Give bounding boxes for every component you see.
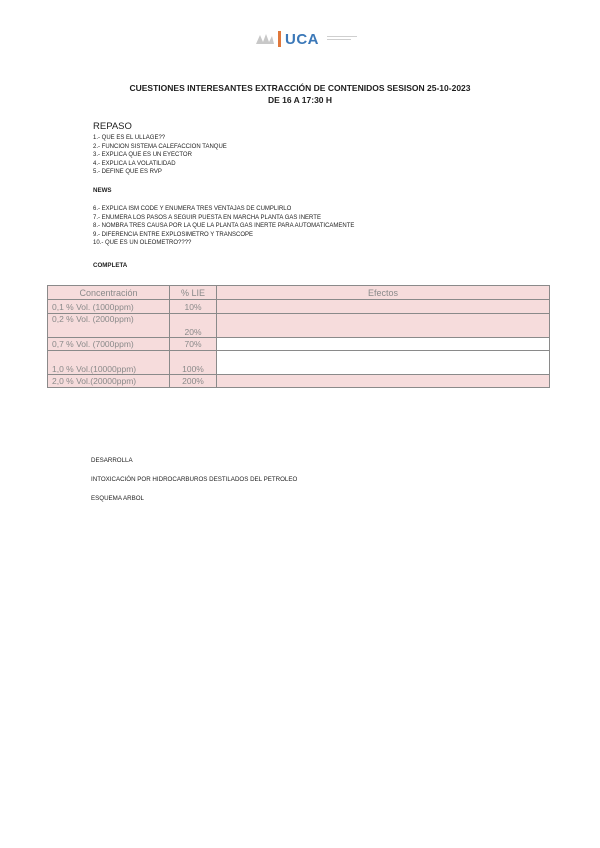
table-row: [48, 300, 550, 314]
question-item: 7.- ENUMERA LOS PASOS A SEGUIR PUESTA EN MARCHA PLANTA GAS INERTE: [93, 214, 321, 221]
document-subtitle: DE 16 A 17:30 H: [267, 95, 333, 105]
table-row: [48, 314, 550, 338]
lie-cell: 70%: [170, 338, 217, 351]
efectos-cell[interactable]: [217, 314, 550, 338]
logo-text: UCA: [285, 30, 319, 48]
question-item: 4.- EXPLICA LA VOLATILIDAD: [93, 160, 176, 167]
document-title: CUESTIONES INTERESANTES EXTRACCIÓN DE CONTENIDOS SESISON 25-10-2023: [129, 83, 471, 93]
question-item: 6.- EXPLICA ISM CODE Y ENUMERA TRES VENTAJAS DE CUMPLIRLO: [93, 206, 292, 212]
logo-subtext-decoration: [327, 35, 361, 44]
efectos-cell[interactable]: [217, 338, 550, 351]
desarrolla-line: INTOXICACIÓN POR HIDROCARBUROS DESTILADOS DEL PETROLEO: [91, 476, 298, 483]
header-concentracion: Concentración: [48, 286, 170, 300]
uca-logo: [254, 30, 361, 48]
lie-cell: 20%: [170, 314, 217, 338]
table-header-row: [48, 286, 550, 300]
desarrolla-heading: DESARROLLA: [91, 457, 133, 464]
question-item: 3.- EXPLICA QUE ES UN EYECTOR: [93, 152, 192, 159]
question-item: 2.- FUNCION SISTEMA CALEFACCION TANQUE: [93, 143, 227, 150]
concentration-table: [47, 285, 550, 388]
efectos-cell[interactable]: [217, 300, 550, 314]
header-lie: % LIE: [170, 286, 217, 300]
news-heading: NEWS: [93, 187, 112, 194]
conc-cell: 0,7 % Vol. (7000ppm): [48, 338, 170, 351]
efectos-cell[interactable]: [217, 351, 550, 375]
question-item: 1.- QUE ES EL ULLAGE??: [93, 135, 166, 141]
lie-cell: 100%: [170, 351, 217, 375]
completa-heading: COMPLETA: [93, 262, 128, 269]
conc-cell: 0,1 % Vol. (1000ppm): [48, 300, 170, 314]
logo-accent-bar: [278, 31, 281, 47]
repaso-heading: REPASO: [93, 121, 132, 132]
desarrolla-line: ESQUEMA ARBOL: [91, 495, 144, 502]
table-row: [48, 375, 550, 388]
table-row: [48, 351, 550, 375]
university-crest-icon: [254, 32, 276, 46]
conc-cell: 0,2 % Vol. (2000ppm): [48, 314, 170, 338]
question-item: 9.- DIFERENCIA ENTRE EXPLOSIMETRO Y TRANSCOPE: [93, 231, 254, 238]
question-item: 5.- DEFINE QUE ES RVP: [93, 169, 162, 176]
lie-cell: 10%: [170, 300, 217, 314]
header-efectos: Efectos: [217, 286, 550, 300]
table-row: [48, 338, 550, 351]
conc-cell: 1,0 % Vol.(10000ppm): [48, 351, 170, 375]
efectos-cell[interactable]: [217, 375, 550, 388]
conc-cell: 2,0 % Vol.(20000ppm): [48, 375, 170, 388]
question-item: 10.- QUE ES UN OLEOMETRO????: [93, 240, 192, 247]
question-item: 8.- NOMBRA TRES CAUSA POR LA QUE LA PLANTA GAS INERTE PARA AUTOMATICAMENTE: [93, 223, 355, 230]
lie-cell: 200%: [170, 375, 217, 388]
